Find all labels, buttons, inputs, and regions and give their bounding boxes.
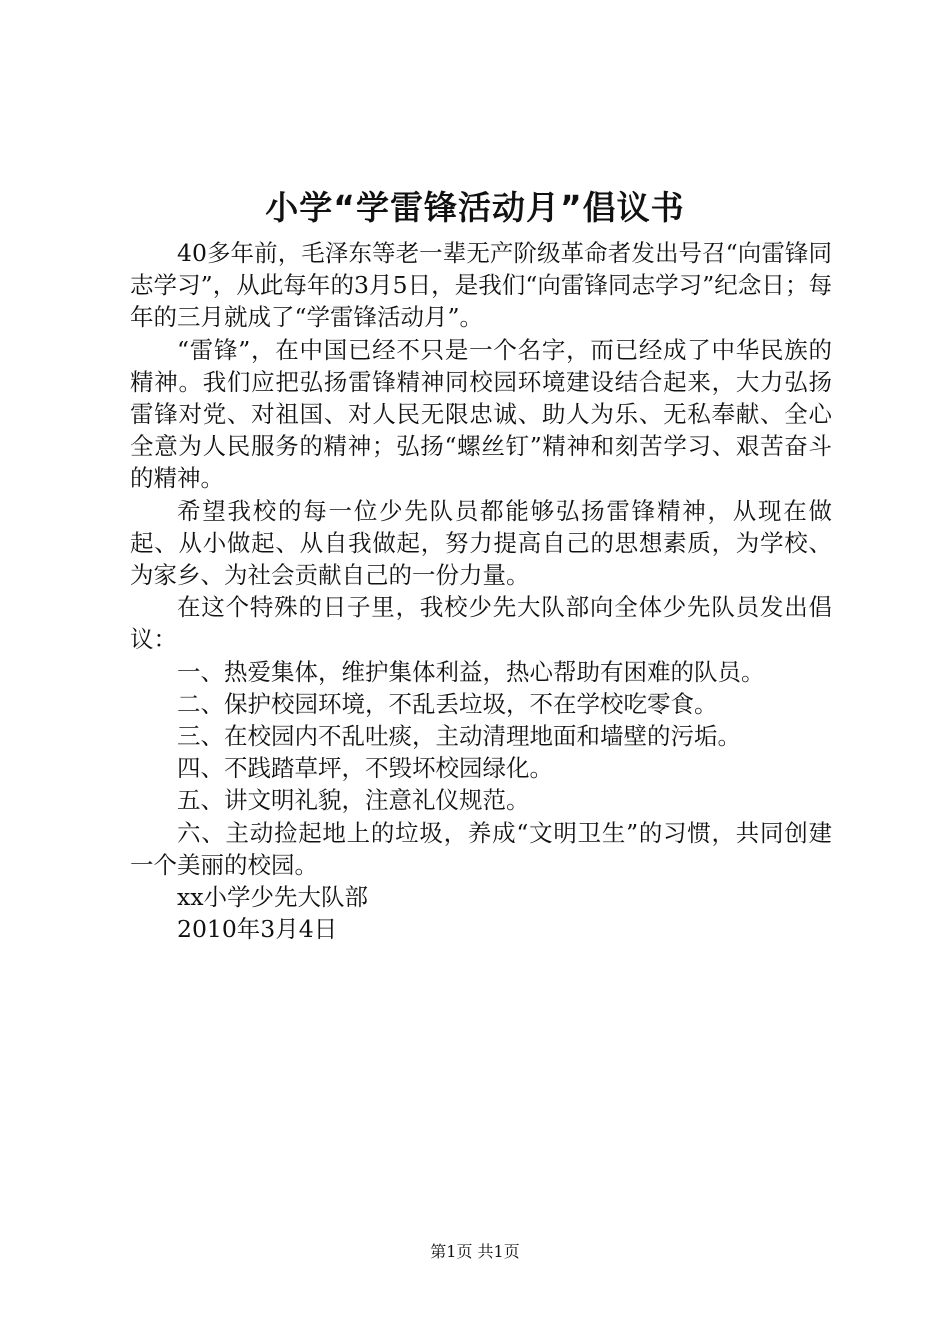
proposal-item-1: 一、热爱集体，维护集体利益，热心帮助有困难的队员。	[177, 657, 765, 686]
paragraph-proposal-intro: 在这个特殊的日子里，我校少先大队部向全体少先队员发出倡议：	[130, 593, 832, 654]
page-number-label: 第1页 共1页	[430, 1242, 520, 1261]
document-date: 2010年3月4日	[177, 915, 338, 944]
proposal-item-6: 六、主动捡起地上的垃圾，养成“文明卫生”的习惯，共同创建一个美丽的校园。	[130, 818, 832, 879]
proposal-item-3: 三、在校园内不乱吐痰，主动清理地面和墙壁的污垢。	[177, 722, 741, 751]
paragraph-spirit: “雷锋”，在中国已经不只是一个名字，而已经成了中华民族的精神。我们应把弘扬雷锋精神同校园环境建设结合起来，大力弘扬雷锋对党、对祖国、对人民无限忠诚、助人为乐、无私奉献、全心全意为人民服务的精神；弘扬“螺丝钉”精神和刻苦学习、艰苦奋斗的精神。	[130, 335, 832, 493]
proposal-item-5: 五、讲文明礼貌，注意礼仪规范。	[177, 786, 530, 815]
signature: xx小学少先大队部	[177, 883, 369, 912]
paragraph-hope: 希望我校的每一位少先队员都能够弘扬雷锋精神，从现在做起、从小做起、从自我做起，努力提高自己的思想素质，为学校、为家乡、为社会贡献自己的一份力量。	[130, 496, 832, 590]
proposal-item-2: 二、保护校园环境，不乱丢垃圾，不在学校吃零食。	[177, 689, 718, 718]
document-title: 小学“学雷锋活动月”倡议书	[265, 188, 685, 227]
document-body	[130, 237, 832, 945]
page-footer	[0, 1240, 950, 1264]
paragraph-intro: 40多年前，毛泽东等老一辈无产阶级革命者发出号召“向雷锋同志学习”，从此每年的3月5日，是我们“向雷锋同志学习”纪念日；每年的三月就成了“学雷锋活动月”。	[130, 239, 832, 332]
proposal-item-4: 四、不践踏草坪，不毁坏校园绿化。	[177, 754, 553, 783]
